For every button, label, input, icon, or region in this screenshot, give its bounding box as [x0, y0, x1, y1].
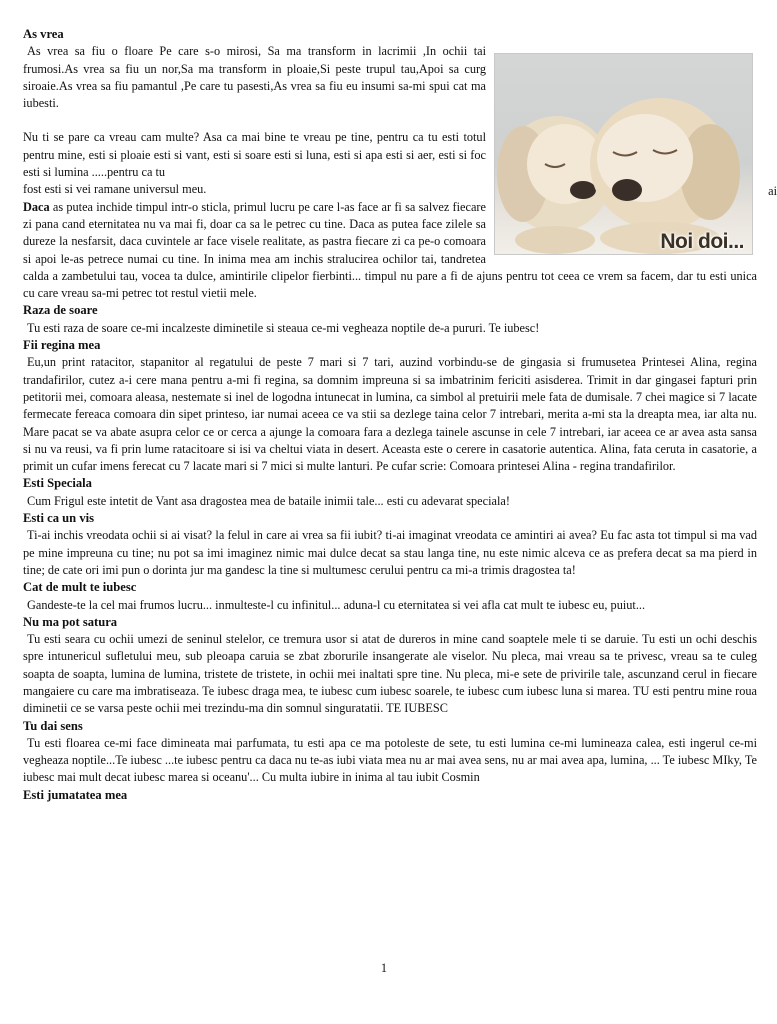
- bold-lead-word: Daca: [23, 199, 50, 214]
- section-title: Nu ma pot satura: [23, 614, 118, 629]
- paragraph: Eu,un print ratacitor, stapanitor al regatului de peste 7 mari si 7 tari, auzind vorbindu-se de gingasia si frumusetea Printesei Alina, regina trandafirilor, cutez a-i cere mana pentru a-mi fi regina, sa domnim impreuna si sa imbatrinim fericiti asisderea. Trimit in dar gingasei fapturi prin petitorii mei, comoara aleasa, nestemate si inel de logodna intunecat in lumina, ca simbol al pretuirii mele fata de dumisale. 7 chei magice si 7 lacate fermecate fereaca comoara din sipet printeso, iar numai aceea ce va stii sa dezlege taina celor 7 intrebari, merita a-mi sta la dreapta mea, iar alta nu. Mare pacat se va abate asupra celor ce or cerca a ajunge la comoara fara a dezlega tainele ascunse in cele 7 intrebari, iar aceea ce ar avea asta sansa si nu va reusi, va fi prin lume ratacitoare si isi va cheltui viata in desert. Aceasta este o cerere in casatorie autentica. Alina, fata ceruta in casatorie, a primit un cufar imens ferecat cu 7 lacate mari si 7 mici si multe lanturi. Pe cufar scrie: Comoara printesei Alina - regina trandafirilor.: [23, 355, 757, 474]
- puppies-illustration: [495, 54, 754, 256]
- paragraph-text: as putea inchide timpul intr-o sticla, primul lucru pe care l-as face ar fi sa salvez fiecare zi pana cand eternitatea nu va mai fi, doar ca sa le petrec cu tine. Daca as putea face zilele sa dureze la nesfarsit, daca cuvintele ar face visele realitate, as pastra fiecare zi ca pe-o comoara si apoi le-as petrece numai cu tine. In inima mea am inchis stralucirea ochilor tai, tandretea calda a zambetului tau, vocea ta dulce, amintirile clipelor fierbinti... timpul nu pare a fi de ajuns pentru tot ceea ce vrem sa facem, dar tu esti unica cu care vreau sa-mi petrec tot restul vietii mele.: [23, 199, 757, 301]
- paragraph: fost esti si vei ramane universul meu.: [23, 182, 207, 197]
- section-title: Cat de mult te iubesc: [23, 580, 137, 595]
- page-number: 1: [380, 961, 388, 975]
- section-title: Fii regina mea: [23, 338, 101, 353]
- section-title: Esti ca un vis: [23, 511, 95, 526]
- document-page: [23, 26, 777, 804]
- section-title: Tu dai sens: [23, 718, 83, 733]
- section-title: Esti jumatatea mea: [23, 787, 128, 802]
- image-side-word: ai: [768, 184, 777, 199]
- image-caption: Noi doi...: [660, 230, 744, 253]
- paragraph: Nu ti se pare ca vreau cam multe? Asa ca mai bine te vreau pe tine, pentru ca tu esti totul pentru mine, esti si ploaie esti si vant, esti si soare esti si luna, esti si apa esti si aer, esti si foc esti si lumina .....pentru ca tu: [23, 130, 486, 180]
- image-frame: [494, 53, 753, 255]
- section-title: As vrea: [23, 27, 64, 41]
- section-title: Raza de soare: [23, 303, 98, 318]
- paragraph: Tu esti seara cu ochii umezi de seninul stelelor, ce tremura usor si atat de dureros in mine cand soaptele mele ti se daruie. Tu esti un ochi deschis spre intunericul sufletului meu, sub pleoapa caruia se zbat zborurile insangerate ale viselor. Nu pleca, mai vreau sa te privesc, vreau sa te culeg soapta de soapta, lumina de lumina, tristete de tristete, in ochii mei inaltati spre tine. Nu pleca, mi-e sete de privirile tale, ascunzand cerul in fiecare mangaiere cu care ma imbratiseaza. Te iubesc draga mea, te iubesc cum iubesc soarele, te iubesc cum iubesc luna si marea. TU esti pentru mine roua diminetii ce se varsa peste ochii mei trezindu-ma din somnul singuratatii. TE IUBESC: [23, 632, 757, 716]
- paragraph: Cum Frigul este intetit de Vant asa dragostea mea de bataile inimii tale... esti cu adevarat speciala!: [27, 493, 510, 508]
- paragraph: Ti-ai inchis vreodata ochii si ai visat? la felul in care ai vrea sa fii iubit? ti-ai imaginat vreodata ce amintiri ai avea? Eu fac asta tot timpul si ma vad pe mine impreuna cu tine; nu pot sa imi imaginez nimic mai dulce decat sa stau langa tine, nu este nimic alceva ce as prefera decat sa ma pierd in tine; de cate ori imi pun o dorinta jur ma gandesc la tine si multumesc cerului pentru ca mi-a trimis dragostea ta!: [23, 528, 757, 577]
- puppies-image: [494, 53, 777, 255]
- paragraph: Gandeste-te la cel mai frumos lucru... inmulteste-l cu infinitul... aduna-l cu eternitatea si vei afla cat mult te iubesc eu, puiut...: [27, 597, 646, 612]
- paragraph: Tu esti raza de soare ce-mi incalzeste diminetile si steaua ce-mi vegheaza noptile de-a pururi. Te iubesc!: [27, 320, 540, 335]
- section-title: Esti Speciala: [23, 476, 92, 491]
- paragraph: As vrea sa fiu o floare Pe care s-o mirosi, Sa ma transform in lacrimii ,In ochii tai frumosi.As vrea sa fiu un nor,Sa ma transform in ploaie,Si peste trupul tau,Apoi sa curg siroaie.As vrea sa fiu pamantul ,Pe care tu pasesti,As vrea sa fiu eu insumi sa-mi spui cat ma iubesti.: [23, 44, 486, 111]
- paragraph: Tu esti floarea ce-mi face dimineata mai parfumata, tu esti apa ce ma potoleste de sete, tu esti lumina ce-mi lumineaza calea, esti ingerul ce-mi vegheaza noptile...Te iubesc ...te iubesc pentru ca daca nu te-as iubi viata mea nu ar mai avea sens, nu ar mai avea apa, lumina, ... Te iubesc MIky, Te iubesc mai mult decat iubesc marea si oceanu'... Cu multa iubire in inima al tau iubit Cosmin: [23, 735, 757, 785]
